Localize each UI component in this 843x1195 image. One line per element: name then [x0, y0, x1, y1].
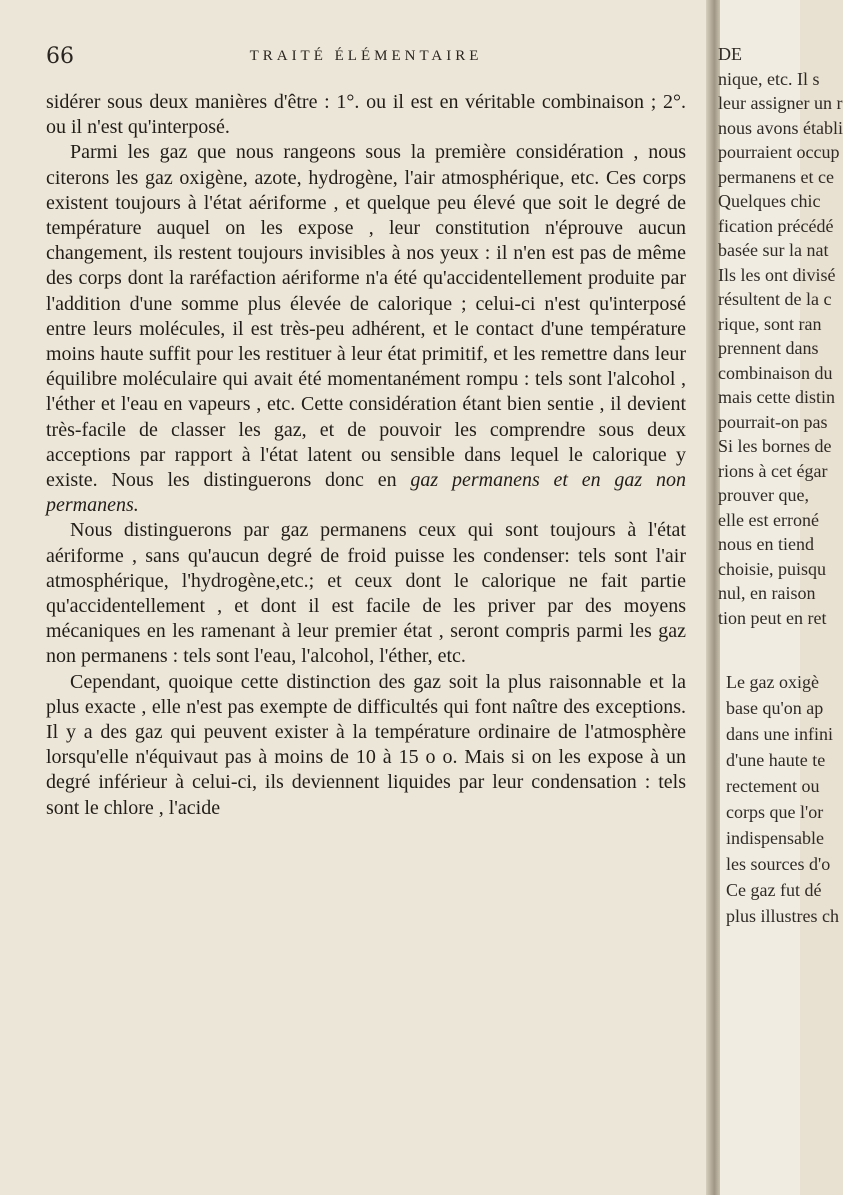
facing-page-fragment: mais cette distin	[718, 387, 835, 407]
facing-page-fragment: Le gaz oxigè	[726, 672, 819, 692]
facing-page-fragment: nous en tiend	[718, 534, 814, 554]
facing-page-fragment: rions à cet égar	[718, 460, 828, 481]
facing-page-fragment: prouver que,	[718, 485, 809, 505]
facing-page-fragment: fication précédé	[718, 215, 834, 236]
facing-page-fragment: plus illustres ch	[726, 906, 839, 926]
facing-page-fragment: pourraient occup	[718, 142, 840, 162]
facing-page-fragment: les sources d'o	[726, 854, 831, 874]
facing-page-fragment: pourrait-on pas	[718, 411, 828, 432]
running-title: TRAITÉ ÉLÉMENTAIRE	[249, 48, 483, 64]
page-header	[46, 44, 686, 74]
body-text	[46, 90, 686, 821]
facing-page-fragment: combinaison du	[718, 362, 833, 383]
facing-page-fragment: indispensable	[726, 828, 824, 848]
facing-page-fragment: elle est erroné	[718, 509, 819, 530]
paragraph-text: Cependant, quoique cette distinction des gaz soit la plus raisonnable et la plus exacte , elle n'est pas exempte de difficultés qui font naître des exceptions. Il y a des gaz qui peuvent exister à la température ordinaire de l'atmosphère lorsqu'elle n'équivaut pas à moins de 10 à 15 o o. Mais si on les expose à un degré inférieur à celui-ci, ils deviennent liquides par leur condensation : tels sont le chlore , l'acide	[46, 670, 686, 819]
facing-page-fragment: tion peut en ret	[718, 607, 827, 628]
facing-page-fragment: Ce gaz fut dé	[726, 880, 822, 900]
facing-page-fragment: base qu'on ap	[726, 698, 824, 718]
paragraph	[46, 140, 686, 518]
paragraph-text: Nous distinguerons par gaz permanens ceux qui sont toujours à l'état aériforme , sans qu'aucun degré de froid puisse les condenser: tels sont l'air atmosphérique, l'hydrogène,etc.; et ceux dont le calorique ne fait partie qu'accidentellement , et dont il est facile de les priver par des moyens mécaniques en les ramenant à leur premier état , seront compris parmi les gaz non permanens : tels sont l'eau, l'alcohol, l'éther, etc.	[46, 519, 686, 668]
facing-page-fragment: dans une infini	[726, 724, 833, 744]
facing-page-fragment: Si les bornes de	[718, 436, 832, 456]
facing-page-fragment: d'une haute te	[726, 750, 826, 770]
facing-page-fragment: choisie, puisqu	[718, 558, 826, 579]
facing-page-fragment: Ils les ont divisé	[718, 264, 836, 285]
facing-page-fragment: rectement ou	[726, 776, 820, 796]
facing-page-fragment: corps que l'or	[726, 802, 824, 822]
paragraph-italic-text: gaz permanens et en gaz non permanens.	[46, 469, 687, 517]
facing-page-fragment: prennent dans	[718, 338, 819, 358]
facing-page-fragment: permanens et ce	[718, 166, 834, 187]
paragraph-text: Parmi les gaz que nous rangeons sous la première considération , nous citerons les gaz oxigène, azote, hydrogène, l'air atmosphérique, etc. Ces corps existent toujours à l'état aériforme , et quelque peu élevé que soit le degré de température auquel on les expose , leur constitution n'éprouve aucun changement, ils restent toujours invisibles à nos yeux : il n'en est pas de même des corps dont la raréfaction aériforme n'a été qu'accidentellement produite par l'addition d'une somme plus élevée de calorique ; celui-ci n'est qu'interposé entre leurs molécules, il est très-peu adhérent, et le contact d'une température moins haute suffit pour les restituer à leur état primitif, et les remettre dans leur équilibre moléculaire qui avait été momentanément rompu : tels sont l'alcohol , l'éther et l'eau en vapeurs , etc. Cette considération étant bien sentie , il devient très-facile de classer les gaz, et de pouvoir les comprendre sous deux acceptions par rapport à l'état latent ou sensible dans lequel le calorique y existe. Nous les distinguerons donc en	[46, 141, 686, 492]
facing-page-fragment: résultent de la c	[718, 289, 832, 309]
facing-page-edge	[718, 0, 843, 1195]
facing-page-fragment: nul, en raison	[718, 583, 816, 603]
paragraph-text: sidérer sous deux manières d'être : 1°. ou il est en véritable combinaison ; 2°. ou il n'est qu'interposé.	[46, 91, 686, 139]
paragraph	[46, 670, 686, 821]
facing-page-fragment: rique, sont ran	[718, 313, 822, 334]
facing-page-fragment: nous avons établi	[718, 117, 843, 138]
facing-page-fragment: leur assigner un r	[718, 93, 843, 113]
facing-page-fragment: nique, etc. Il s	[718, 68, 820, 89]
paragraph	[46, 90, 686, 140]
facing-page-fragment: Quelques chic	[718, 191, 821, 211]
paragraph	[46, 518, 686, 669]
page-number: 66	[46, 44, 74, 69]
facing-page-fragment: basée sur la nat	[718, 240, 829, 260]
facing-page-fragment: DE	[718, 44, 742, 64]
